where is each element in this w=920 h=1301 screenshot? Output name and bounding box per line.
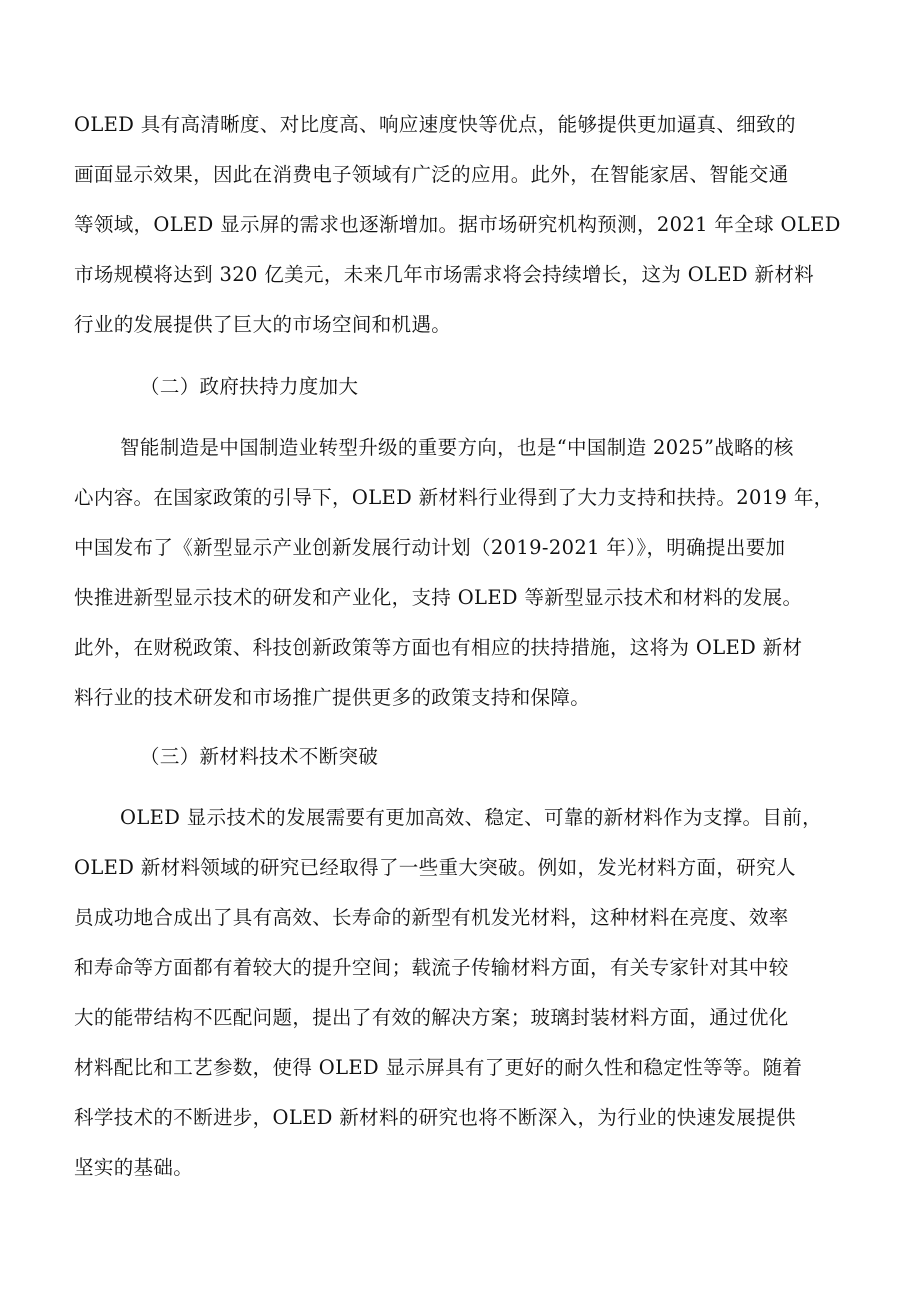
para3-line-2: OLED 新材料领域的研究已经取得了一些重大突破。例如，发光材料方面，研究人 (74, 856, 796, 879)
para2-line-3: 中国发布了《新型显示产业创新发展行动计划（2019-2021 年）》，明确提出要加 (74, 536, 786, 559)
para1-line-2: 画面显示效果，因此在消费电子领域有广泛的应用。此外，在智能家居、智能交通 (74, 163, 789, 186)
para1-line-5: 行业的发展提供了巨大的市场空间和机遇。 (74, 313, 452, 336)
para2-line-6: 料行业的技术研发和市场推广提供更多的政策支持和保障。 (74, 686, 591, 709)
para2-line-2: 心内容。在国家政策的引导下，OLED 新材料行业得到了大力支持和扶持。2019 年， (74, 486, 834, 509)
para2-line-4: 快推进新型显示技术的研发和产业化，支持 OLED 等新型显示技术和材料的发展。 (74, 586, 803, 609)
section-heading-3: （三）新材料技术不断突破 (140, 745, 379, 768)
para3-line-3: 员成功地合成出了具有高效、长寿命的新型有机发光材料，这种材料在亮度、效率 (74, 906, 789, 929)
para1-line-4: 市场规模将达到 320 亿美元，未来几年市场需求将会持续增长，这为 OLED 新材料 (74, 263, 815, 286)
para2-line-5: 此外，在财税政策、科技创新政策等方面也有相应的扶持措施，这将为 OLED 新材 (74, 636, 803, 659)
para1-line-3: 等领域，OLED 显示屏的需求也逐渐增加。据市场研究机构预测，2021 年全球 OLED (74, 213, 841, 236)
section-heading-2: （二）政府扶持力度加大 (140, 375, 359, 398)
para3-line-1: OLED 显示技术的发展需要有更加高效、稳定、可靠的新材料作为支撑。目前， (120, 806, 822, 829)
para3-line-6: 材料配比和工艺参数，使得 OLED 显示屏具有了更好的耐久性和稳定性等等。随着 (74, 1056, 803, 1079)
para3-line-5: 大的能带结构不匹配问题，提出了有效的解决方案；玻璃封装材料方面，通过优化 (74, 1006, 789, 1029)
para3-line-7: 科学技术的不断进步，OLED 新材料的研究也将不断深入，为行业的快速发展提供 (74, 1106, 796, 1129)
para1-line-1: OLED 具有高清晰度、对比度高、响应速度快等优点，能够提供更加逼真、细致的 (74, 113, 796, 136)
para3-line-8: 坚实的基础。 (74, 1156, 194, 1179)
para3-line-4: 和寿命等方面都有着较大的提升空间；载流子传输材料方面，有关专家针对其中较 (74, 956, 789, 979)
para2-line-1: 智能制造是中国制造业转型升级的重要方向，也是“中国制造 2025”战略的核 (120, 436, 794, 459)
